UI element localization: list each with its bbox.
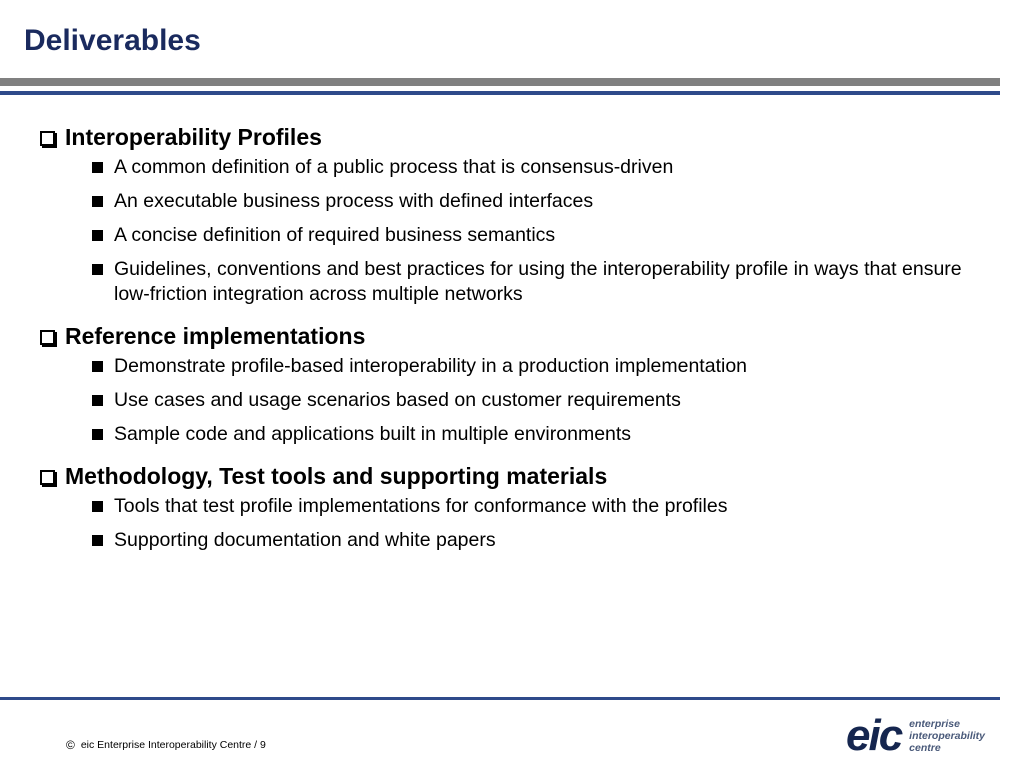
list-item — [92, 257, 1000, 307]
copyright-icon: © — [66, 738, 75, 752]
square-bullet-icon — [92, 535, 103, 546]
square-bullet-icon — [92, 230, 103, 241]
list-item — [92, 354, 1000, 379]
list-item — [92, 388, 1000, 413]
square-bullet-icon — [92, 162, 103, 173]
square-bullet-icon — [92, 501, 103, 512]
list-item-text: Tools that test profile implementations for conformance with the profiles — [114, 495, 728, 517]
footer — [66, 738, 266, 752]
square-bullet-icon — [92, 395, 103, 406]
logo-line-interoperability: interoperability — [909, 730, 986, 742]
section-heading-text: Reference implementations — [65, 323, 366, 349]
list-item-text: An executable business process with defined interfaces — [114, 190, 594, 212]
list-item — [92, 422, 1000, 447]
section-heading — [40, 122, 1000, 152]
square-bullet-icon — [92, 429, 103, 440]
list-item-text: Use cases and usage scenarios based on customer requirements — [114, 389, 681, 411]
logo-line-enterprise: enterprise — [909, 718, 960, 730]
list-item — [92, 189, 1000, 214]
bullet-list — [92, 354, 1000, 447]
logo-mark: eic — [846, 711, 902, 760]
section-heading-text: Methodology, Test tools and supporting materials — [65, 463, 608, 489]
header-rule-navy — [0, 91, 1000, 95]
eic-logo — [846, 712, 1006, 760]
list-item-text: Supporting documentation and white papers — [114, 529, 496, 551]
slide-content — [40, 122, 1000, 567]
footer-text: eic Enterprise Interoperability Centre / 9 — [80, 739, 266, 751]
header-rule-gray — [0, 78, 1000, 86]
section-heading-text: Interoperability Profiles — [65, 124, 322, 150]
logo-line-centre: centre — [909, 742, 941, 754]
section-heading — [40, 461, 1000, 491]
square-bullet-icon — [92, 361, 103, 372]
section-reference-implementations — [40, 321, 1000, 447]
list-item — [92, 155, 1000, 180]
section-interoperability-profiles — [40, 122, 1000, 307]
list-item-text: Sample code and applications built in multiple environments — [114, 423, 632, 445]
list-item-text: Demonstrate profile-based interoperability in a production implementation — [114, 355, 748, 377]
section-heading — [40, 321, 1000, 351]
checkbox-bullet-icon — [40, 470, 55, 485]
list-item — [92, 223, 1000, 248]
checkbox-bullet-icon — [40, 131, 55, 146]
list-item-text: A common definition of a public process that is consensus-driven — [114, 156, 674, 178]
list-item-text: Guidelines, conventions and best practices for using the interoperability profile in ways that ensure low-friction integration across multiple networks — [114, 258, 962, 305]
square-bullet-icon — [92, 264, 103, 275]
square-bullet-icon — [92, 196, 103, 207]
slide-title: Deliverables — [24, 24, 201, 57]
logo-text — [909, 718, 985, 754]
checkbox-bullet-icon — [40, 330, 55, 345]
list-item — [92, 494, 1000, 519]
list-item-text: A concise definition of required business semantics — [114, 224, 556, 246]
section-methodology — [40, 461, 1000, 553]
list-item — [92, 528, 1000, 553]
bullet-list — [92, 494, 1000, 553]
bullet-list — [92, 155, 1000, 307]
footer-rule — [0, 697, 1000, 700]
